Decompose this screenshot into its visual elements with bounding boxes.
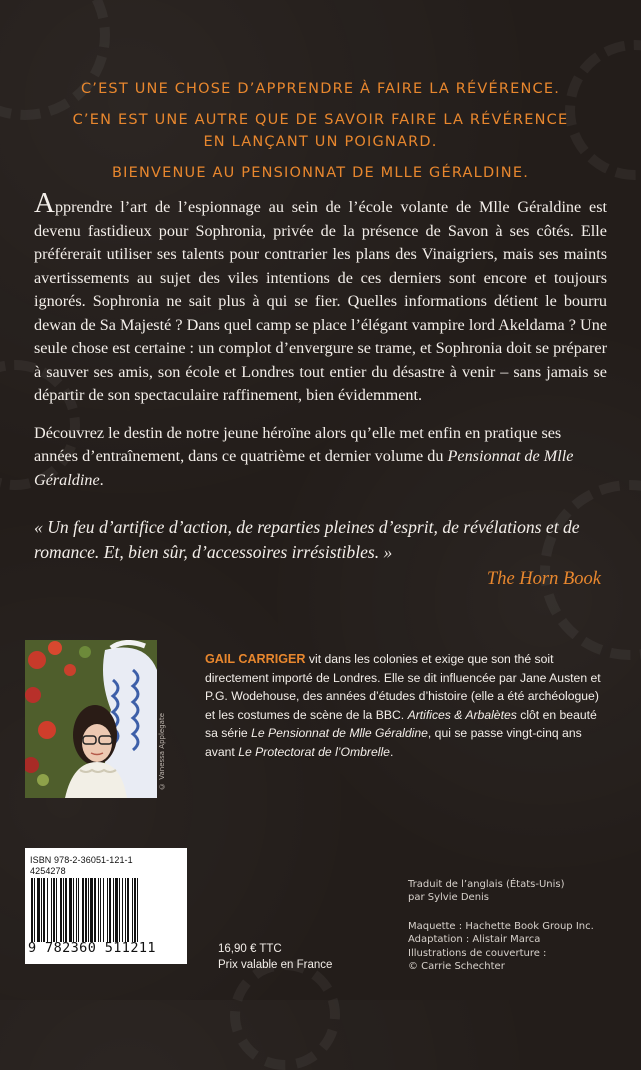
- barcode-stripe: [113, 878, 114, 942]
- blurb-paragraph-1: Apprendre l’art de l’espionnage au sein de l’école volante de Mlle Géraldine est devenu fastidieux pour Sophronia, privée de la présence de Savon à ses côtés. Elle préférerait utiliser ses talents pour contrarier les plans des Vinaigriers, mais ses maints avertissements au sujet des viles intentions de ces derniers sont encore et toujours ignorés. Sophronia ne sait plus à qui se fier. Quelles informations détient le bourru dewan de Sa Majesté ? Dans quel camp se place l’élégant vampire lord Akeldama ? Une seule chose est certaine : un complot d’envergure se trame, et Sophronia doit se préparer à sauver ses amis, son école et Londres tout entier du désastre à venir – sans jamais se départir de son spectaculaire raffinement, bien évidemment.: [34, 187, 607, 404]
- barcode-stripe: [109, 878, 111, 942]
- barcode-stripe: [51, 878, 52, 942]
- photo-credit: © Vanessa Applegate: [158, 712, 166, 790]
- barcode-icon: [31, 878, 181, 942]
- barcode-stripe: [115, 878, 118, 942]
- tagline-line-3: EN LANÇANT UN POIGNARD.: [203, 134, 438, 150]
- barcode-stripe: [88, 878, 89, 942]
- barcode-stripe: [43, 878, 45, 942]
- barcode-box: [25, 848, 187, 964]
- barcode-stripe: [65, 878, 67, 942]
- barcode-stripe: [103, 878, 104, 942]
- barcode-stripe: [63, 878, 64, 942]
- bio-title-3: Le Protectorat de l’Ombrelle: [238, 744, 390, 759]
- illustrator-credit: © Carrie Schechter: [408, 961, 505, 973]
- bio-text-2: clôt en beauté sa série: [205, 707, 597, 741]
- translation-line-2: par Sylvie Denis: [408, 892, 490, 904]
- barcode-stripe: [122, 878, 123, 942]
- quote-text: « Un feu d’artifice d’action, de reparties pleines d’esprit, de révélations et de romance. Et, bien sûr, d’accessoires irrésistibles. »: [34, 517, 580, 562]
- barcode-stripe: [94, 878, 96, 942]
- barcode-stripe: [53, 878, 55, 942]
- barcode-stripe: [56, 878, 57, 942]
- barcode-stripe: [119, 878, 120, 942]
- author-portrait-image: [25, 640, 157, 798]
- author-name: GAIL CARRIGER: [205, 652, 306, 666]
- barcode-stripe: [100, 878, 101, 942]
- author-photo: [25, 640, 157, 798]
- isbn-block: [30, 855, 133, 877]
- layout-credit: Maquette : Hachette Book Group Inc.: [408, 920, 594, 932]
- barcode-stripe: [127, 878, 129, 942]
- author-bio: [205, 650, 605, 762]
- barcode-stripe: [107, 878, 108, 942]
- price-block: [218, 941, 332, 973]
- review-quote: [34, 515, 607, 592]
- internal-code: 4254278: [30, 866, 66, 876]
- illustrations-label: Illustrations de couverture :: [408, 947, 547, 959]
- adaptation-credit: Adaptation : Alistair Marca: [408, 934, 541, 946]
- barcode-stripe: [90, 878, 93, 942]
- blurb-paragraph-2: [34, 422, 607, 493]
- bio-text-3: , qui se passe vingt-cinq ans avant: [205, 726, 582, 759]
- barcode-stripe: [132, 878, 133, 942]
- barcode-stripe: [125, 878, 126, 942]
- barcode-stripe: [37, 878, 40, 942]
- barcode-stripe: [78, 878, 79, 942]
- barcode-stripe: [60, 878, 62, 942]
- barcode-stripe: [47, 878, 48, 942]
- book-blurb: [34, 187, 607, 492]
- barcode-stripe: [82, 878, 84, 942]
- translation-line-1: Traduit de l’anglais (États-Unis): [408, 879, 565, 890]
- barcode-stripe: [85, 878, 87, 942]
- blurb-series-title: Pensionnat de Mlle Géraldine: [34, 447, 574, 489]
- blurb-paragraph-2-end: .: [99, 470, 104, 489]
- tagline-line-4: BIENVENUE AU PENSIONNAT DE MLLE GÉRALDINE.: [112, 165, 529, 181]
- tagline-line-2: C’EN EST UNE AUTRE QUE DE SAVOIR FAIRE LA RÉVÉRENCE: [72, 112, 569, 128]
- bio-title-1: Artifices & Arbalètes: [407, 707, 517, 722]
- bio-title-2: Le Pensionnat de Mlle Géraldine: [251, 726, 428, 741]
- tagline: [0, 78, 641, 184]
- barcode-stripe: [31, 878, 33, 942]
- bio-text-1: vit dans les colonies et exige que son thé soit directement importé de Londres. Elle se dit influencée par Jane Austen et P.G. Wodehouse, des années d’études d’histoire (elle a été archéologue) et les costumes de scène de la BBC.: [205, 652, 601, 722]
- bio-text-4: .: [389, 744, 394, 759]
- price-amount: 16,90 € TTC: [218, 943, 282, 955]
- production-credits: [408, 878, 628, 973]
- barcode-stripe: [69, 878, 72, 942]
- quote-source: The Horn Book: [486, 569, 601, 589]
- barcode-stripe: [73, 878, 74, 942]
- tagline-line-1: C’EST UNE CHOSE D’APPRENDRE À FAIRE LA RÉVÉRENCE.: [80, 81, 561, 97]
- barcode-stripe: [134, 878, 136, 942]
- barcode-stripe: [76, 878, 77, 942]
- isbn-number: ISBN 978-2-36051-121-1: [30, 855, 133, 865]
- price-validity: Prix valable en France: [218, 959, 333, 971]
- gear-decoration-icon: [230, 960, 340, 1070]
- barcode-stripe: [34, 878, 35, 942]
- blurb-paragraph-2-text: Découvrez le destin de notre jeune héroïne alors qu’elle met enfin en pratique ses années d’entraînement, dans ce quatrième et dernier volume du: [34, 423, 562, 465]
- barcode-stripe: [98, 878, 99, 942]
- barcode-stripe: [137, 878, 138, 942]
- barcode-stripe: [41, 878, 42, 942]
- barcode-digits: 9 782360 511211: [28, 940, 156, 956]
